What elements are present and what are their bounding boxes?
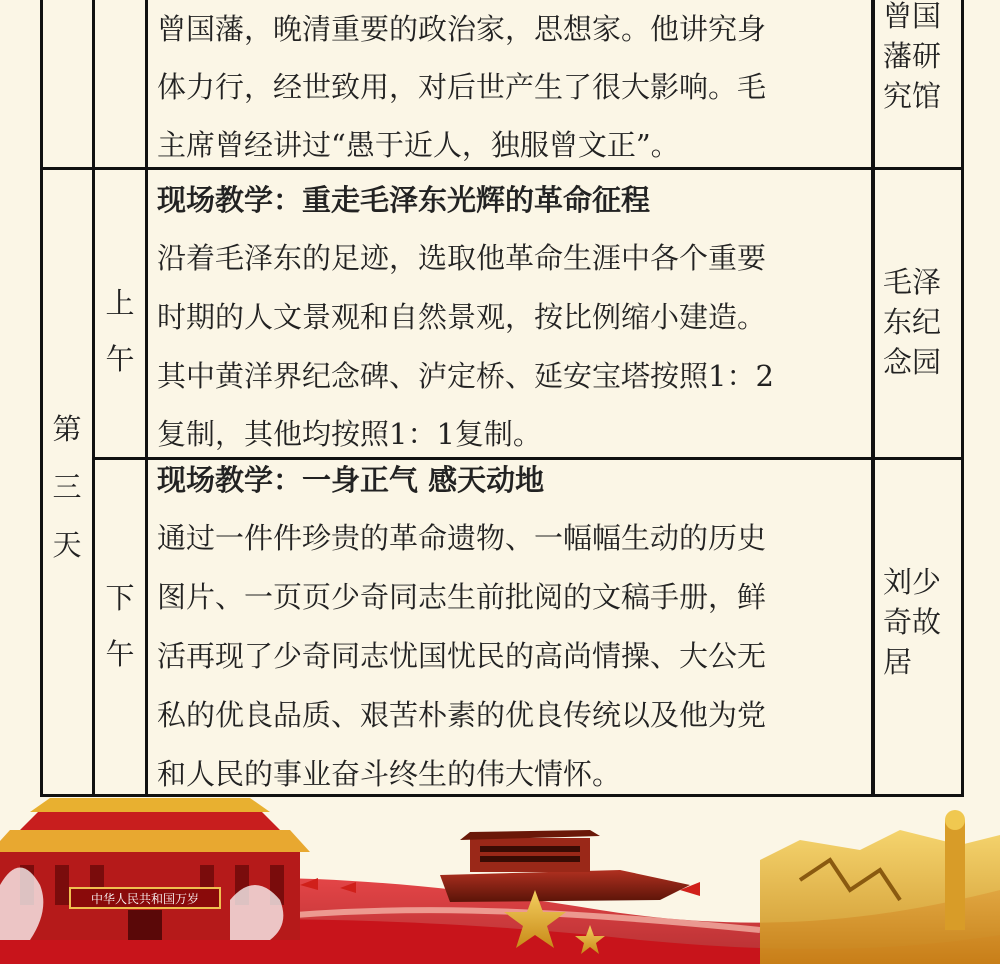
morning-line-2: 时期的人文景观和自然景观，按比例缩小建造。 <box>157 300 767 334</box>
morning-line-1: 沿着毛泽东的足迹，选取他革命生涯中各个重要 <box>157 241 767 275</box>
morning-line-3: 其中黄洋界纪念碑、泸定桥、延安宝塔按照1：2 <box>157 359 774 393</box>
afternoon-line-4: 私的优良品质、艰苦朴素的优良传统以及他为党 <box>157 698 767 732</box>
afternoon-heading: 现场教学：一身正气 感天动地 <box>157 463 545 497</box>
morning-period-label: 上午 <box>105 286 135 376</box>
gate-plaque-text: 中华人民共和国万岁 <box>90 892 200 906</box>
morning-heading: 现场教学：重走毛泽东光辉的革命征程 <box>157 183 651 217</box>
table-divider-period <box>145 0 148 797</box>
afternoon-period-label: 下午 <box>105 581 135 671</box>
morning-line-4: 复制，其他均按照1：1复制。 <box>157 417 542 451</box>
row1-line-3: 主席曾经讲过“愚于近人，独服曾文正”。 <box>157 128 680 162</box>
afternoon-line-2: 图片、一页页少奇同志生前批阅的文稿手册，鲜 <box>157 580 767 614</box>
table-divider-content <box>871 0 875 797</box>
table-border-left <box>40 0 43 797</box>
row1-line-1: 曾国藩，晚清重要的政治家，思想家。他讲究身 <box>157 12 767 46</box>
golden-monument <box>760 810 1000 964</box>
afternoon-line-5: 和人民的事业奋斗终生的伟大情怀。 <box>157 757 622 791</box>
afternoon-line-1: 通过一件件珍贵的革命遗物、一幅幅生动的历史 <box>157 521 767 555</box>
day-label: 第三天 <box>52 412 82 562</box>
row1-location: 曾国藩研究馆 <box>883 0 942 113</box>
afternoon-location: 刘少奇故居 <box>883 565 942 679</box>
red-boat-illustration <box>440 830 690 902</box>
morning-location: 毛泽东纪念园 <box>883 265 942 379</box>
table-divider-day <box>92 0 95 797</box>
banner-illustration <box>0 790 1000 964</box>
table-border-right <box>961 0 964 797</box>
row1-line-2: 体力行，经世致用，对后世产生了很大影响。毛 <box>157 70 767 104</box>
afternoon-line-3: 活再现了少奇同志忧国忧民的高尚情操、大公无 <box>157 639 767 673</box>
decorative-banner <box>0 790 1000 964</box>
